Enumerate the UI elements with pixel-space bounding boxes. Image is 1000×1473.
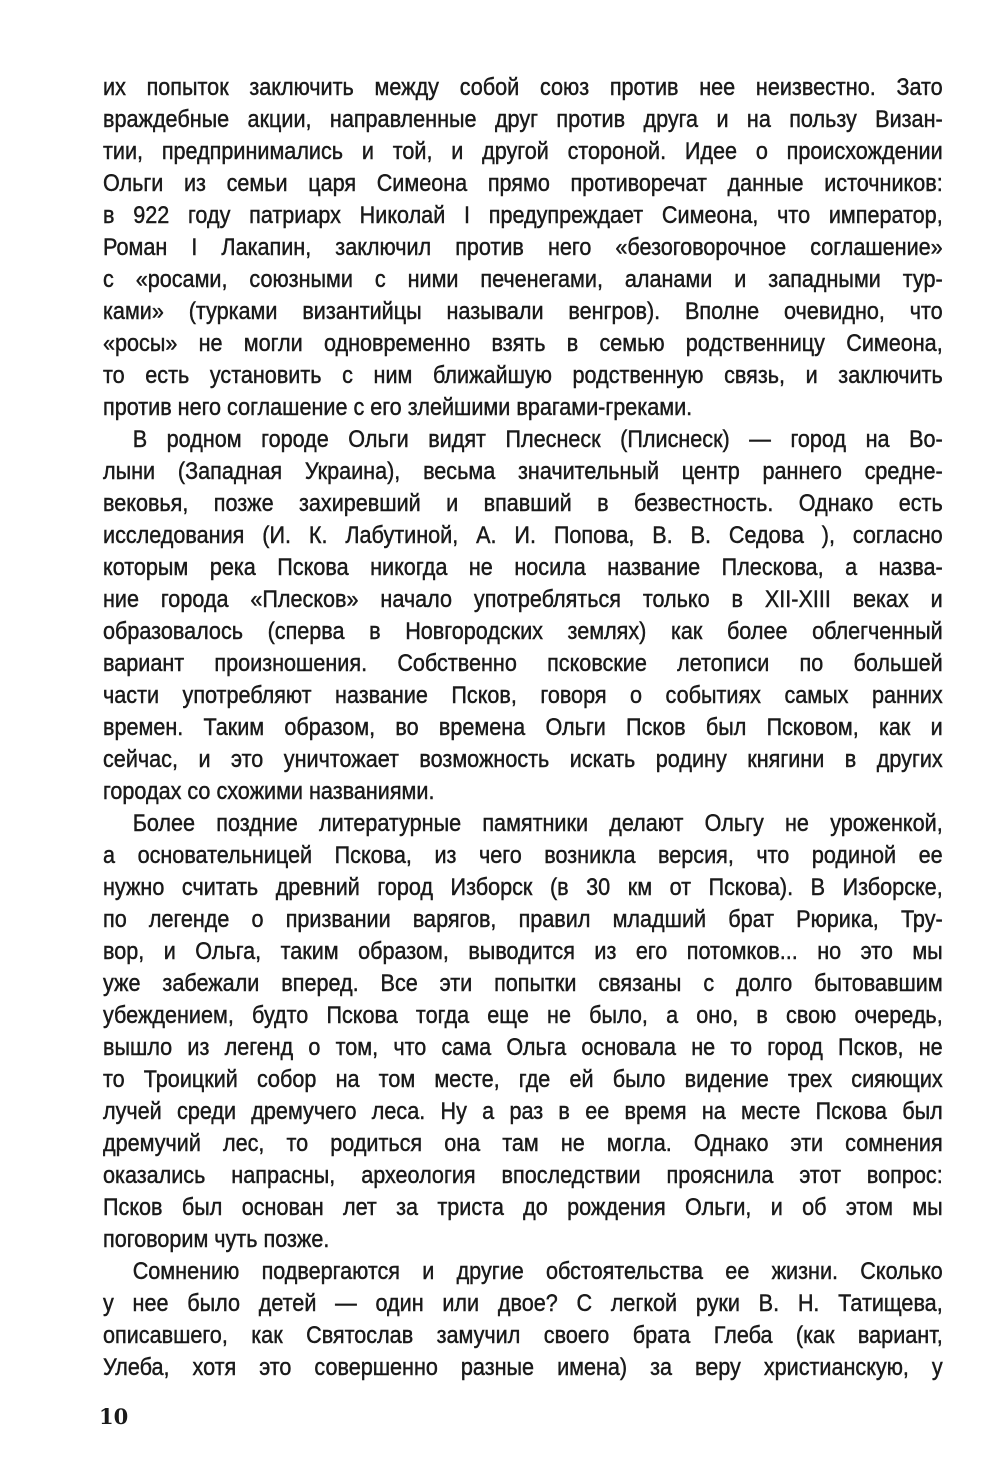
text-line: поговорим чуть позже. <box>103 1226 330 1253</box>
text-line: то Троицкий собор на том месте, где ей было видение трех сияющих <box>103 1066 943 1093</box>
text-line: исследования (И. К. Лабутиной, А. И. Попова, В. В. Седова ), согласно <box>103 522 943 549</box>
paragraph <box>103 1256 943 1384</box>
text-line: вор, и Ольга, таким образом, выводится из его потомков... но это мы <box>103 938 943 965</box>
text-line: ние города «Плесков» начало употребляться только в XII-XIII веках и <box>103 586 943 613</box>
text-line: нужно считать древний город Изборск (в 30 км от Пскова). В Изборске, <box>103 874 943 901</box>
text-line: Псков был основан лет за триста до рождения Ольги, и об этом мы <box>103 1194 943 1221</box>
text-line: сейчас, и это уничтожает возможность искать родину княгини в других <box>103 746 943 773</box>
text-line: Сомнению подвергаются и другие обстоятельства ее жизни. Сколько <box>132 1258 943 1285</box>
paragraph <box>103 72 943 424</box>
text-line: с «росами, союзными с ними печенегами, аланами и западными тур- <box>103 266 943 293</box>
text-line: вековья, позже захиревший и впавший в безвестность. Однако есть <box>103 490 943 517</box>
text-line: Улеба, хотя это совершенно разные имена) за веру христианскую, у <box>103 1354 943 1381</box>
text-line: описавшего, как Святослав замучил своего брата Глеба (как вариант, <box>103 1322 943 1349</box>
text-line: ками» (турками византийцы называли венгров). Вполне очевидно, что <box>103 298 943 325</box>
text-line: тии, предпринимались и той, и другой стороной. Идее о происхождении <box>103 138 943 165</box>
text-line: образовалось (сперва в Новгородских землях) как более облегченный <box>103 618 943 645</box>
text-line: против него соглашение с его злейшими врагами-греками. <box>103 394 693 421</box>
text-line: у нее было детей — один или двое? С легкой руки В. Н. Татищева, <box>103 1290 943 1317</box>
text-line: которым река Пскова никогда не носила название Плескова, а назва- <box>103 554 943 581</box>
text-line: «росы» не могли одновременно взять в семью родственницу Симеона, <box>103 330 943 357</box>
text-line: лучей среди дремучего леса. Ну а раз в ее время на месте Пскова был <box>103 1098 943 1125</box>
text-line: в 922 году патриарх Николай I предупреждает Симеона, что император, <box>103 202 943 229</box>
text-line: лыни (Западная Украина), весьма значительный центр раннего средне- <box>103 458 943 485</box>
page-number: 10 <box>99 1404 129 1429</box>
text-line: враждебные акции, направленные друг против друга и на пользу Визан- <box>103 106 943 133</box>
text-line: В родном городе Ольги видят Плеснеск (Плиснеск) — город на Во- <box>132 426 943 453</box>
text-line: убеждением, будто Пскова тогда еще не было, а оно, в свою очередь, <box>103 1002 943 1029</box>
text-line: а основательницей Пскова, из чего возникла версия, что родиной ее <box>103 842 943 869</box>
text-line: Роман I Лакапин, заключил против него «безоговорочное соглашение» <box>103 234 943 261</box>
text-line: вариант произношения. Собственно псковские летописи по большей <box>103 650 943 677</box>
paragraph <box>103 808 943 1256</box>
text-line: Более поздние литературные памятники делают Ольгу не уроженкой, <box>132 810 943 837</box>
text-line: вышло из легенд о том, что сама Ольга основала не то город Псков, не <box>103 1034 943 1061</box>
page-body-text <box>103 72 943 1384</box>
text-line: оказались напрасны, археология впоследствии прояснила этот вопрос: <box>103 1162 943 1189</box>
text-line: Ольги из семьи царя Симеона прямо противоречат данные источников: <box>103 170 943 197</box>
text-line: городах со схожими названиями. <box>103 778 435 805</box>
text-line: дремучий лес, то родиться она там не могла. Однако эти сомнения <box>103 1130 943 1157</box>
text-line: то есть установить с ним ближайшую родственную связь, и заключить <box>103 362 943 389</box>
text-line: их попыток заключить между собой союз против нее неизвестно. Зато <box>103 74 943 101</box>
text-line: уже забежали вперед. Все эти попытки связаны с долго бытовавшим <box>103 970 943 997</box>
text-line: по легенде о призвании варягов, правил младший брат Рюрика, Тру- <box>103 906 943 933</box>
text-line: времен. Таким образом, во времена Ольги Псков был Псковом, как и <box>103 714 943 741</box>
paragraph <box>103 424 943 808</box>
text-line: части употребляют название Псков, говоря о событиях самых ранних <box>103 682 943 709</box>
